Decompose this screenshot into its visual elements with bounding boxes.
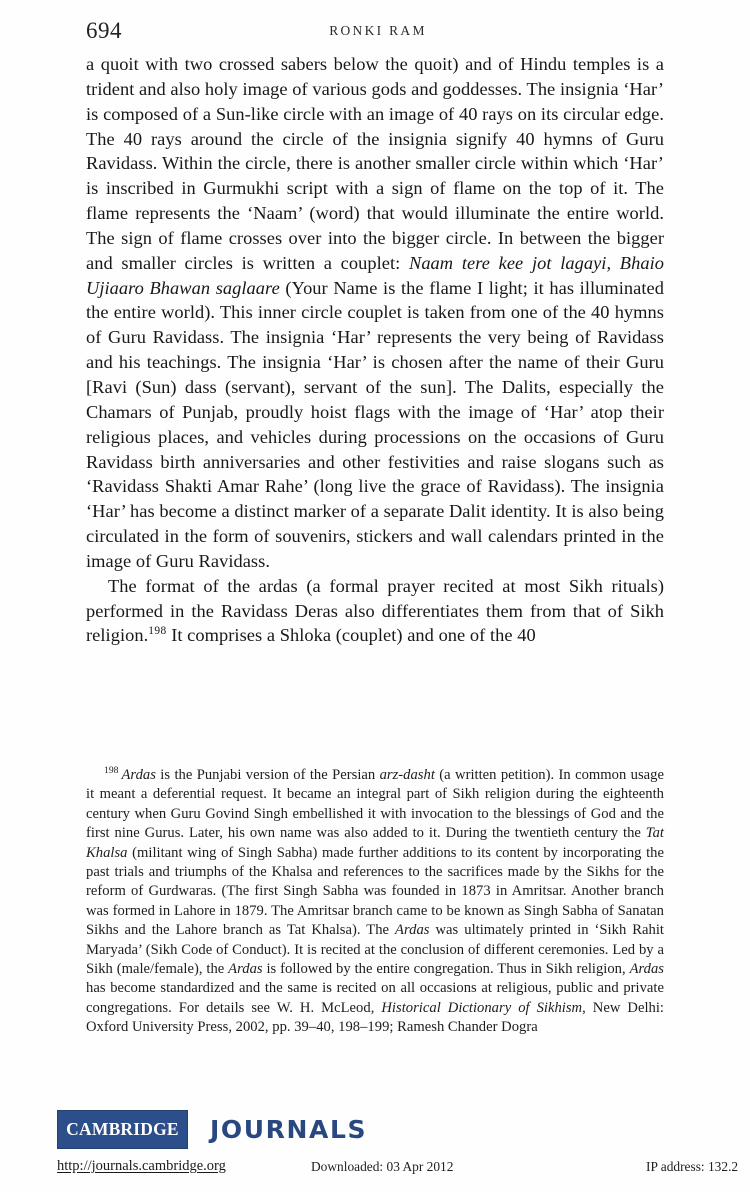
footnote-reference: 198 — [148, 625, 167, 638]
text-run: The format of the ardas (a formal prayer recited at most Sikh rituals) performed in the Ravidass Deras also differentiates them from that of Sikh religion. — [86, 575, 664, 646]
text-run: (a written petition). In common usage it meant a deferential request. It became an integral part of Sikh religion during the eighteenth century when Guru Govind Singh embellished it with invocation to the blessings of God and the first nine Gurus. Later, his own name was also added to it. During the twentieth century the — [86, 767, 664, 842]
text-run: has become standardized and the same is recited on all occasions at religious, public and private congregations. For details see W. H. McLeod, — [86, 980, 664, 1016]
ip-address-label: IP address: 132.2 — [646, 1159, 739, 1174]
downloaded-date: Downloaded: 03 Apr 2012 — [311, 1159, 454, 1174]
cambridge-wordmark: CAMBRIDGE — [66, 1118, 179, 1139]
text-run: (militant wing of Singh Sabha) made further additions to its content by incorporating the past trials and triumphs of the Khalsa and references to the sacrifices made by the Sikhs for the reform of Gurdwaras. (The first Singh Sabha was founded in 1873 in Amritsar. Another branch was formed in Lahore in 1879. The Amritsar branch came to be known as Singh Sabha of Sanatan Sikhs and the Lahore branch as Tat Khalsa). The — [86, 844, 664, 939]
text-run: , New Delhi: Oxford University Press, 2002, pp. 39–40, 198–199; Ramesh Chander Dogra — [86, 999, 665, 1036]
text-run: was ultimately printed in ‘Sikh Rahit Maryada’ (Sikh Code of Conduct). It is recited at the conclusion of different ceremonies. Led by a Sikh (male/female), the — [86, 922, 664, 978]
running-head-title: RONKI RAM — [329, 23, 427, 38]
text-run: a quoit with two crossed sabers below the quoit) and of Hindu temples is a trident and also holy image of various gods and goddesses. The insignia ‘Har’ is composed of a Sun-like circle with an image of 40 rays on its circular edge. The 40 rays around the circle of the insignia signify 40 hymns of Guru Ravidass. Within the circle, there is another smaller circle within which ‘Har’ is inscribed in Gurmukhi script with a sign of flame on the top of it. The flame represents the ‘Naam’ (word) that would illuminate the entire world. The sign of flame crosses over into the bigger circle. In between the bigger and smaller circles is written a couplet: — [86, 54, 664, 273]
cambridge-journals-logo — [57, 1110, 367, 1149]
text-run: is the Punjabi version of the Persian — [155, 767, 380, 783]
body-paragraph — [86, 574, 664, 649]
footnote — [86, 766, 664, 1038]
italic-run: Historical Dictionary of Sikhism — [381, 999, 583, 1016]
body-paragraph — [86, 52, 664, 574]
footnote-marker: 198 — [104, 765, 119, 777]
italic-run: arz-dasht — [379, 767, 435, 783]
footnote-paragraph — [86, 766, 664, 1038]
page-footer — [0, 1098, 750, 1192]
body-text — [86, 52, 664, 648]
italic-run: Ardas — [228, 961, 263, 978]
italic-run: Ardas — [395, 922, 430, 939]
cambridge-logo-box — [57, 1110, 188, 1149]
italic-run: Ardas — [121, 767, 156, 783]
running-head — [86, 18, 664, 48]
italic-run: Naam tere kee jot lagayi, Bhaio Ujiaaro Bhawan saglaare — [86, 252, 664, 298]
footer-meta-row — [57, 1158, 739, 1180]
italic-run: Tat Khalsa — [86, 825, 664, 861]
italic-run: Ardas — [629, 961, 664, 978]
text-run: is followed by the entire congregation. Thus in Sikh religion, — [262, 961, 630, 978]
text-run: It comprises a Shloka (couplet) and one of the 40 — [166, 625, 536, 646]
page-number: 694 — [86, 18, 122, 43]
journals-wordmark: JOURNALS — [210, 1115, 368, 1144]
journals-url-link[interactable]: http://journals.cambridge.org — [57, 1158, 226, 1174]
text-run: (Your Name is the flame I light; it has illuminated the entire world). This inner circle couplet is taken from one of the 40 hymns of Guru Ravidass. The insignia ‘Har’ represents the very being of Ravidass and his teachings. The insignia ‘Har’ is chosen after the name of their Guru [Ravi (Sun) dass (servant), servant of the sun]. The Dalits, especially the Chamars of Punjab, proudly hoist flags with the image of ‘Har’ atop their religious places, and vehicles during processions on the occasions of Guru Ravidass birth anniversaries and other festivities and raise slogans such as ‘Ravidass Shakti Amar Rahe’ (long live the grace of Ravidass). The insignia ‘Har’ has become a distinct marker of a separate Dalit identity. It is also being circulated in the form of souvenirs, stickers and wall calendars printed in the image of Guru Ravidass. — [86, 277, 664, 571]
